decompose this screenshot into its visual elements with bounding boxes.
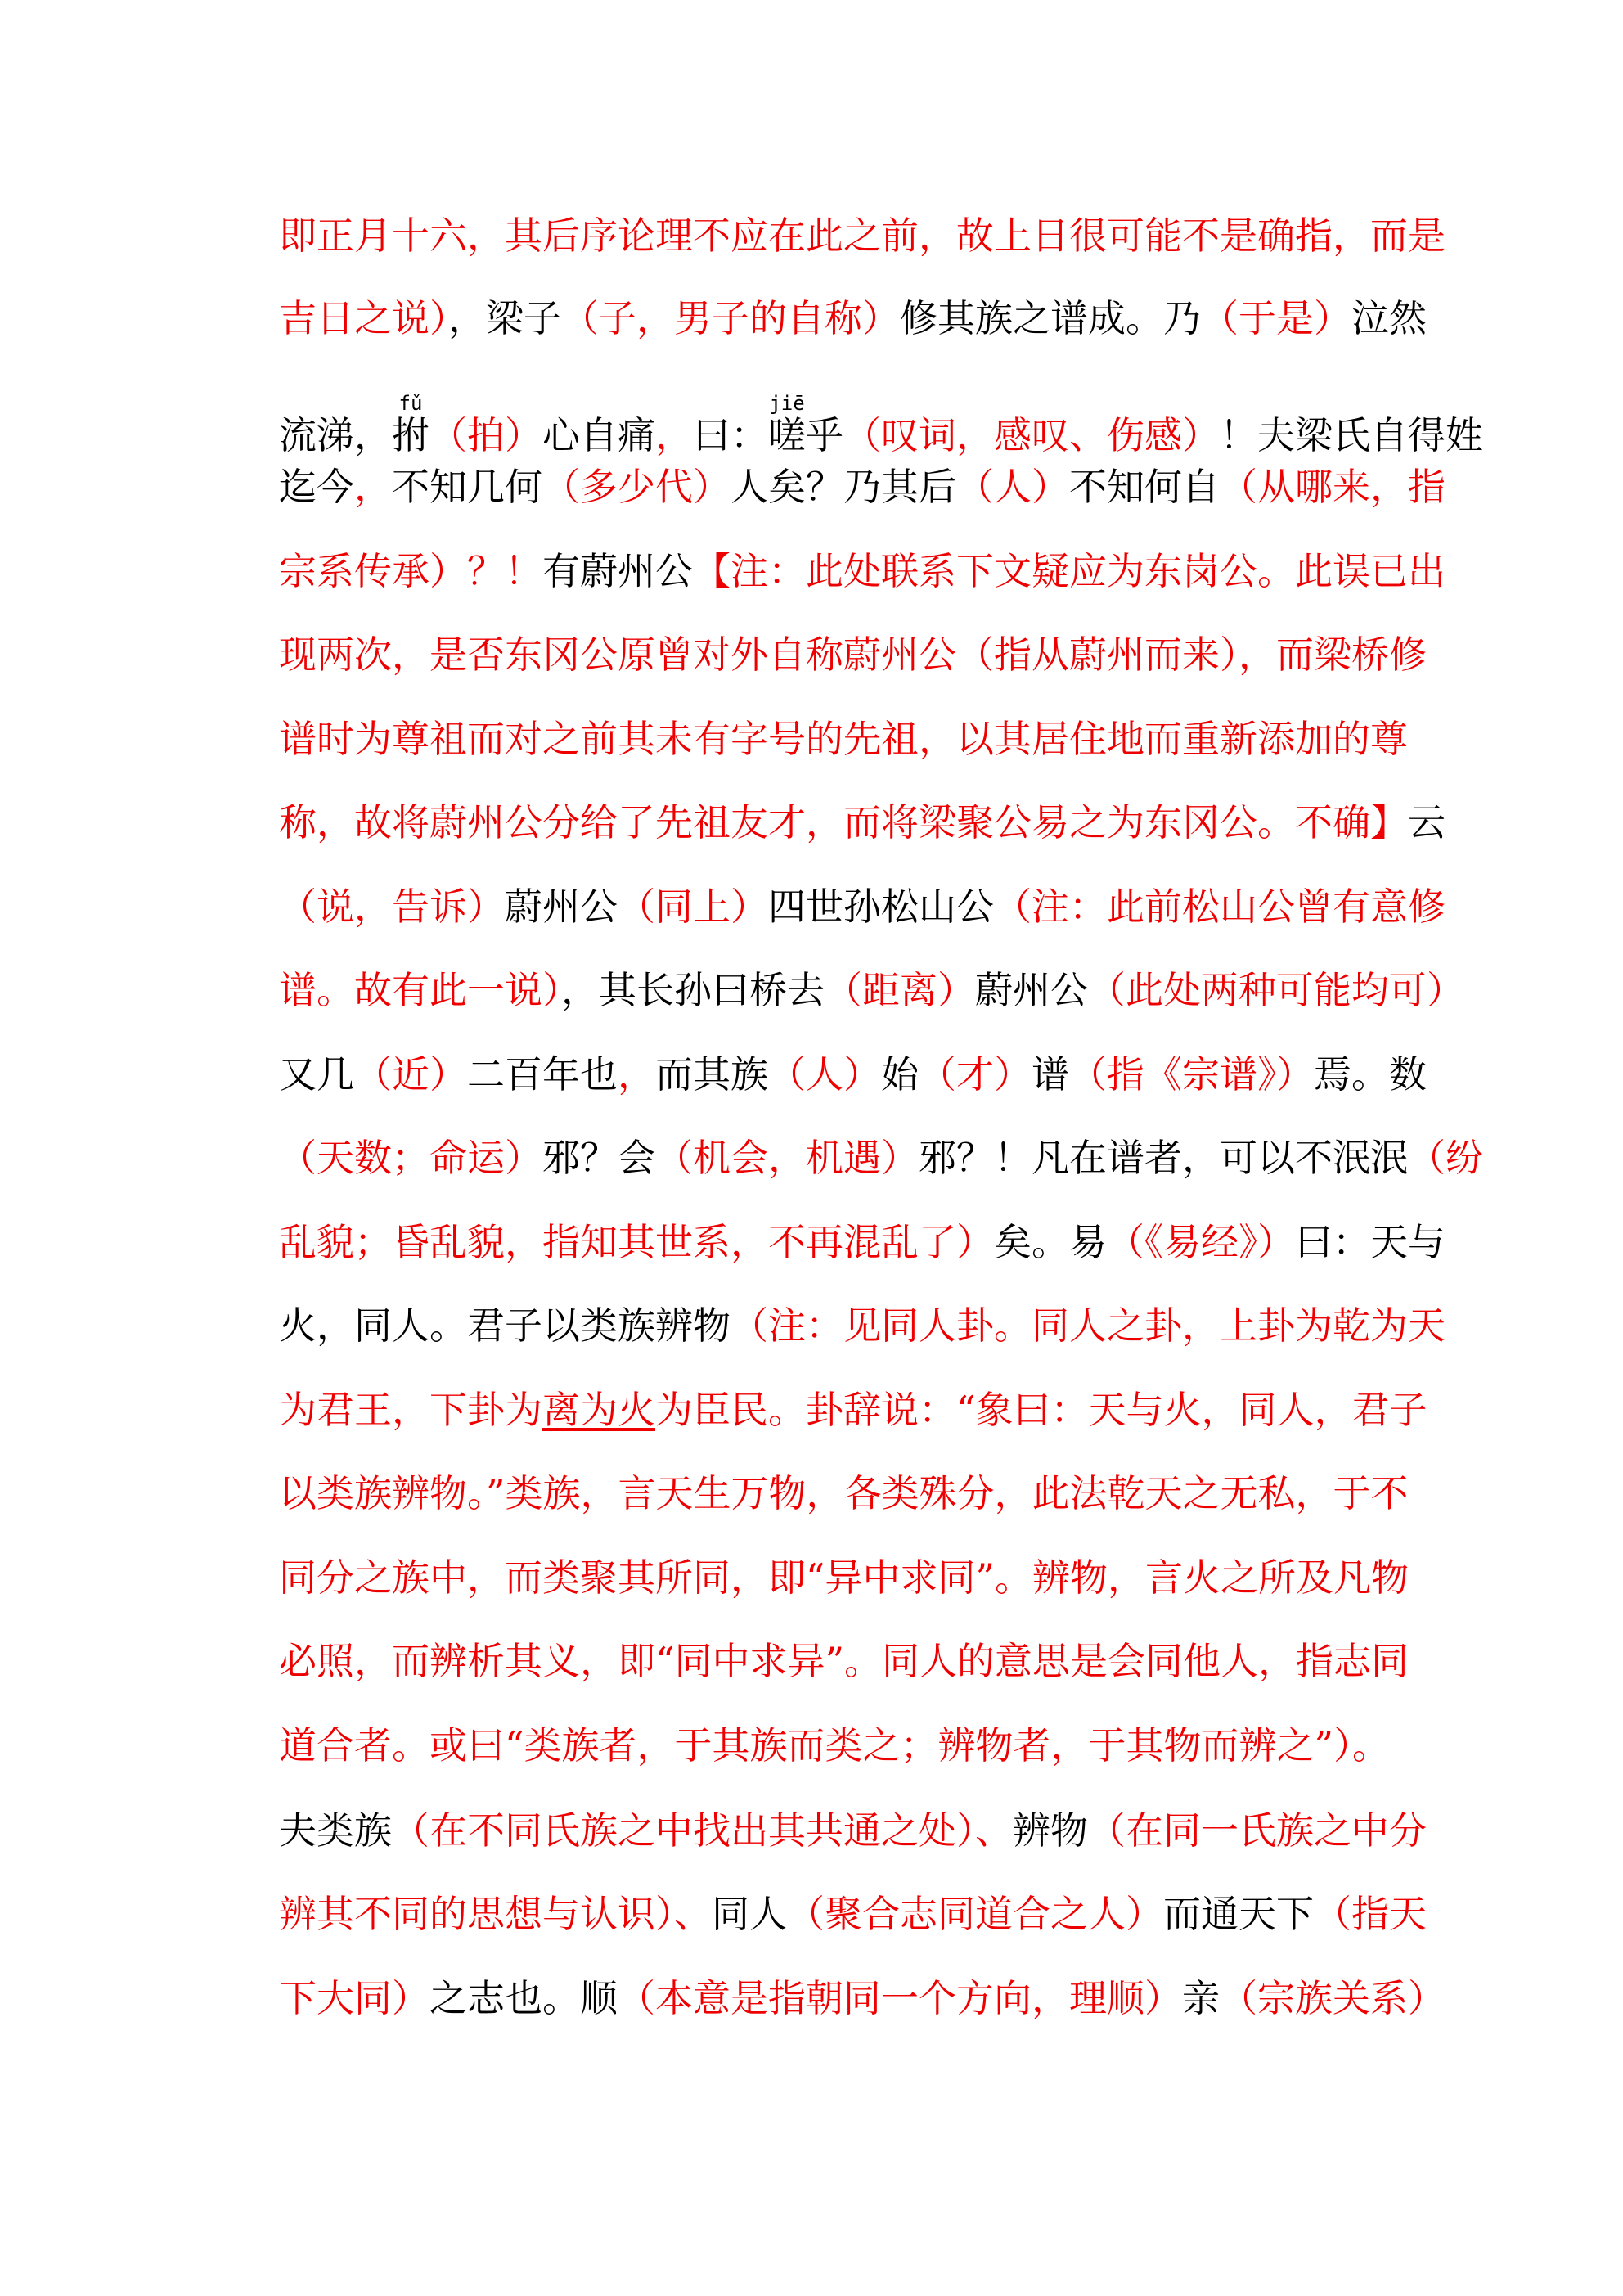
original-text-segment: 不知何自 xyxy=(1069,465,1220,509)
text-line xyxy=(279,1385,1427,1434)
annotation-text-segment: （聚合志同道合之人） xyxy=(787,1892,1163,1936)
annotation-text-segment: （拍） xyxy=(429,413,542,457)
annotation-text-segment: （从哪来，指 xyxy=(1220,465,1445,509)
original-text-segment: 人矣？乃其后 xyxy=(731,465,956,509)
original-text-segment: ，梁子 xyxy=(448,296,561,340)
annotation-text-segment: 吉日之说） xyxy=(279,296,448,340)
original-text-segment: 曰： xyxy=(693,413,768,457)
original-text-segment: 蔚州公 xyxy=(975,968,1088,1012)
annotation-text-segment: （近） xyxy=(354,1052,467,1096)
text-segment: 拊 xyxy=(392,413,429,457)
original-text-segment: 矣。易 xyxy=(994,1220,1107,1264)
annotation-text-segment: （指天 xyxy=(1314,1892,1427,1936)
original-text-segment: 之志也。顺 xyxy=(429,1976,618,2020)
text-line xyxy=(279,1469,1409,1518)
annotation-text-segment: （注：此前松山公曾有意修 xyxy=(994,885,1445,929)
text-line xyxy=(279,714,1408,763)
original-text-segment: 泣然 xyxy=(1351,296,1427,340)
annotation-text-segment: 【注：此处联系下文疑应为东岗公。此误已出 xyxy=(693,549,1445,593)
text-line xyxy=(279,1301,1445,1350)
text-line xyxy=(279,1050,1427,1099)
annotation-text-segment: （此处两种可能均可） xyxy=(1088,968,1464,1012)
annotation-text-segment: 必照，而辨析其义，即“同中求异”。同人的意思是会同他人，指志同 xyxy=(279,1639,1409,1683)
text-line xyxy=(279,547,1445,596)
original-text-segment: 而其族 xyxy=(655,1052,768,1096)
annotation-text-segment: （叹词，感叹、伤感） xyxy=(843,413,1220,457)
annotation-text-segment: （在同一氏族之中分 xyxy=(1088,1808,1427,1853)
original-text-segment: 乎 xyxy=(806,413,843,457)
text-line xyxy=(279,1889,1427,1938)
annotation-text-segment: 同分之族中，而类聚其所同，即“异中求同”。辨物，言火之所及凡物 xyxy=(279,1555,1409,1600)
text-line xyxy=(279,1553,1409,1602)
text-line xyxy=(279,1974,1445,2023)
original-text-segment: ，其长孙曰桥去 xyxy=(561,968,825,1012)
original-text-segment: 四世孙松山公 xyxy=(768,885,994,929)
annotation-text-segment: （在不同氏族之中找出其共通之处）、 xyxy=(392,1808,1013,1853)
annotation-text-segment: （指《宗谱》） xyxy=(1069,1052,1314,1096)
text-line xyxy=(279,1806,1427,1855)
annotation-text-segment: （本意是指朝同一个方向，理顺） xyxy=(618,1976,1182,2020)
original-text-segment: 曰：天与 xyxy=(1295,1220,1445,1264)
annotation-text-segment: 以类族辨物。”类族，言天生万物，各类殊分，此法乾天之无私，于不 xyxy=(279,1471,1409,1515)
annotation-text-segment: 即正月十六，其后序论理不应在此之前，故上日很可能不是确指，而是 xyxy=(279,214,1445,258)
original-text-segment: ！夫梁氏自得姓 xyxy=(1220,413,1483,457)
annotation-text-segment: （人） xyxy=(768,1052,881,1096)
original-text-segment: 有蔚州公 xyxy=(542,549,693,593)
pinyin-annotation: jiē xyxy=(768,392,806,415)
annotation-text-segment: （才） xyxy=(919,1052,1032,1096)
ruby-annotated-char xyxy=(768,392,806,457)
annotation-text-segment: （天数；命运） xyxy=(279,1136,542,1180)
original-text-segment: 火，同人。君子以类族辨物 xyxy=(279,1303,731,1348)
annotation-text-segment: 为君王，下卦为 xyxy=(279,1388,542,1432)
original-text-segment: 始 xyxy=(881,1052,919,1096)
original-text-segment: 流涕， xyxy=(279,413,392,457)
original-text-segment: 不知几何 xyxy=(392,465,542,509)
original-text-segment: 又几 xyxy=(279,1052,354,1096)
original-text-segment: 亲 xyxy=(1182,1976,1220,2020)
annotation-text-segment: 谱。故有此一说） xyxy=(279,968,561,1012)
text-line xyxy=(279,966,1464,1015)
annotation-text-segment: （距离） xyxy=(825,968,975,1012)
original-text-segment: 云 xyxy=(1408,800,1445,844)
annotation-text-segment: 离为火 xyxy=(542,1388,655,1432)
annotation-text-segment: （同上） xyxy=(618,885,768,929)
original-text-segment: 心自痛 xyxy=(542,413,655,457)
original-text-segment: 迄今 xyxy=(279,465,354,509)
annotation-text-segment: （于是） xyxy=(1201,296,1351,340)
annotation-text-segment: 为臣民。卦辞说：“象曰：天与火，同人，君子 xyxy=(655,1388,1427,1432)
annotation-text-segment: 乱貌；昏乱貌，指知其世系，不再混乱了） xyxy=(279,1220,994,1264)
annotation-text-segment: （纷 xyxy=(1408,1136,1483,1180)
annotation-text-segment: （多少代） xyxy=(542,465,731,509)
text-line xyxy=(279,630,1427,679)
text-line xyxy=(279,1133,1483,1182)
text-line xyxy=(279,1218,1445,1267)
annotation-text-segment: （注：见同人卦。同人之卦，上卦为乾为天 xyxy=(731,1303,1445,1348)
annotation-text-segment: （子，男子的自称） xyxy=(561,296,900,340)
text-line xyxy=(279,211,1445,260)
text-line xyxy=(279,882,1445,931)
annotation-text-segment: （说，告诉） xyxy=(279,885,505,929)
original-text-segment: 蔚州公 xyxy=(505,885,618,929)
annotation-text-segment: 下大同） xyxy=(279,1976,429,2020)
text-line xyxy=(279,1636,1409,1686)
original-text-segment: 修其族之谱成。乃 xyxy=(900,296,1201,340)
annotation-text-segment: （宗族关系） xyxy=(1220,1976,1445,2020)
annotation-text-segment: （《易经》） xyxy=(1107,1220,1295,1264)
annotation-text-segment: 现两次，是否东冈公原曾对外自称蔚州公（指从蔚州而来），而梁桥修 xyxy=(279,633,1427,677)
text-line xyxy=(279,798,1445,847)
pinyin-annotation: fǔ xyxy=(392,392,429,415)
annotation-text-segment: ， xyxy=(655,413,693,457)
original-text-segment: 谱 xyxy=(1032,1052,1069,1096)
original-text-segment: 焉。数 xyxy=(1314,1052,1427,1096)
ruby-annotated-char xyxy=(392,392,429,457)
annotation-text-segment: 称，故将蔚州公分给了先祖友才，而将梁聚公易之为东冈公。不确】 xyxy=(279,800,1408,844)
annotation-text-segment: 宗系传承）？！ xyxy=(279,549,542,593)
original-text-segment: 邪？！凡在谱者，可以不泯泯 xyxy=(919,1136,1408,1180)
annotation-text-segment: 谱时为尊祖而对之前其未有字号的先祖，以其居住地而重新添加的尊 xyxy=(279,717,1408,761)
annotation-text-segment: （机会，机遇） xyxy=(655,1136,919,1180)
annotation-text-segment: ， xyxy=(354,465,392,509)
original-text-segment: 同人 xyxy=(712,1892,787,1936)
original-text-segment: 而通天下 xyxy=(1163,1892,1314,1936)
annotation-text-segment: （人） xyxy=(956,465,1069,509)
annotation-text-segment: 道合者。或曰“类族者，于其族而类之；辨物者，于其物而辨之”）。 xyxy=(279,1723,1391,1767)
annotation-text-segment: ， xyxy=(618,1052,655,1096)
text-line xyxy=(279,462,1445,511)
original-text-segment: 夫类族 xyxy=(279,1808,392,1853)
text-segment: 嗟 xyxy=(768,413,806,457)
text-line xyxy=(279,392,1483,457)
original-text-segment: 辨物 xyxy=(1013,1808,1088,1853)
text-line xyxy=(279,1721,1391,1770)
text-line xyxy=(279,294,1427,343)
original-text-segment: 邪？会 xyxy=(542,1136,655,1180)
original-text-segment: 二百年也 xyxy=(467,1052,618,1096)
annotation-text-segment: 辨其不同的思想与认识）、 xyxy=(279,1892,712,1936)
